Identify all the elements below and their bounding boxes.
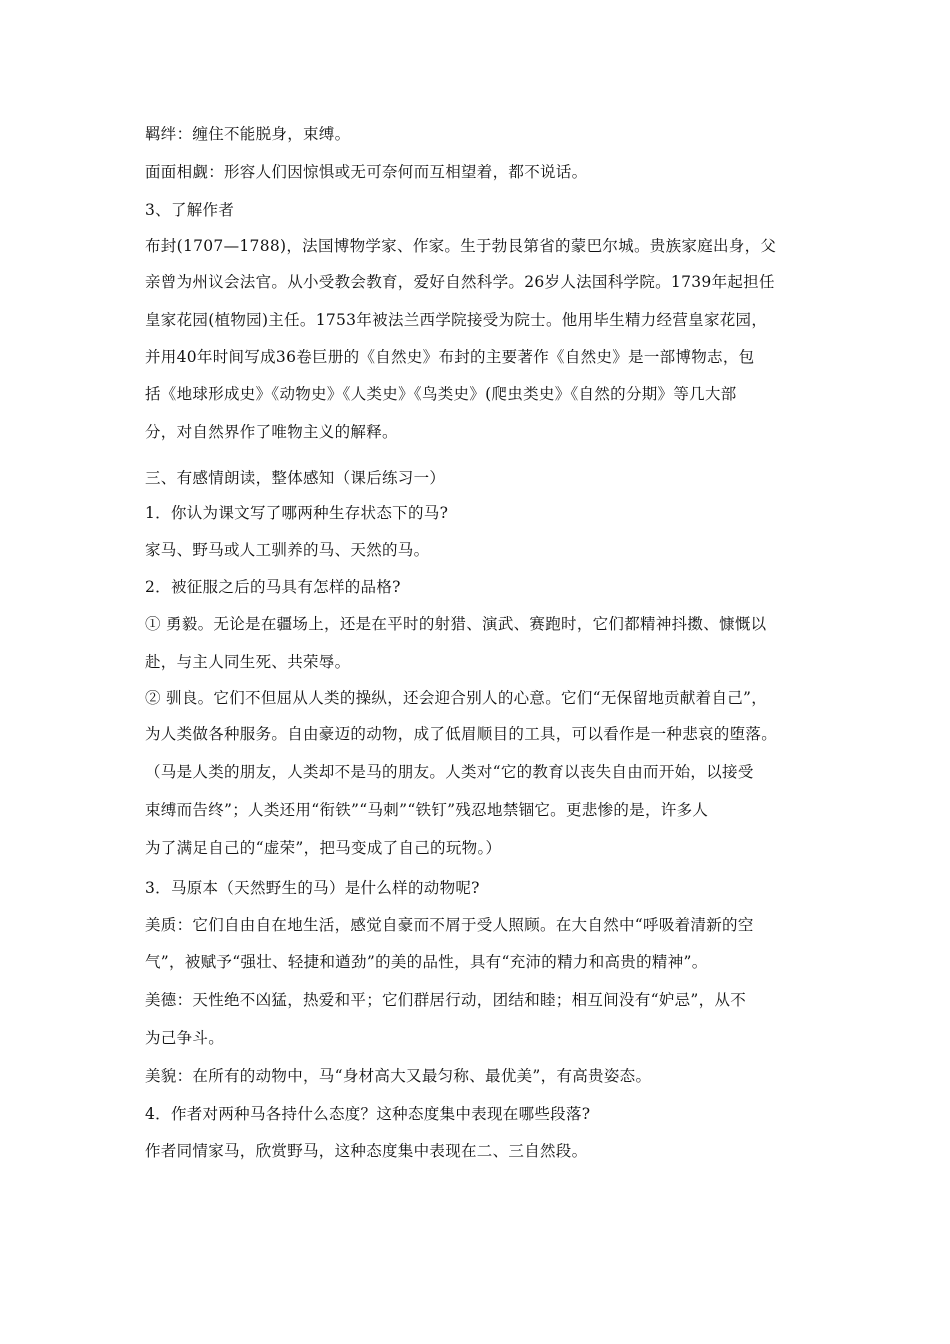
text-line: 并用40年时间写成36卷巨册的《自然史》布封的主要著作《自然史》是一部博物志，包: [145, 348, 755, 366]
text-line: 美貌：在所有的动物中，马“身材高大又最匀称、最优美”，有高贵姿态。: [145, 1067, 652, 1085]
text-line: 为了满足自己的“虚荣”，把马变成了自己的玩物。）: [145, 839, 502, 857]
text-line: 布封(1707—1788)，法国博物学家、作家。生于勃艮第省的蒙巴尔城。贵族家庭出身，父: [145, 237, 777, 255]
text-line: 亲曾为州议会法官。从小受教会教育，爱好自然科学。26岁人法国科学院。1739年起担任: [145, 273, 775, 291]
text-line: 美质：它们自由自在地生活，感觉自豪而不屑于受人照顾。在大自然中“呼吸着清新的空: [145, 916, 754, 934]
text-line: 气”，被赋予“强壮、轻捷和遒劲”的美的品性，具有“充沛的精力和高贵的精神”。: [145, 953, 708, 971]
text-line: 家马、野马或人工驯养的马、天然的马。: [145, 541, 430, 559]
text-line: 羁绊：缠住不能脱身，束缚。: [145, 125, 351, 143]
text-line: 皇家花园(植物园)主任。1753年被法兰西学院接受为院士。他用毕生精力经营皇家花园，: [145, 311, 768, 329]
text-line: 3．马原本（天然野生的马）是什么样的动物呢?: [145, 879, 480, 897]
text-line: （马是人类的朋友，人类却不是马的朋友。人类对“它的教育以丧失自由而开始，以接受: [145, 763, 754, 781]
text-line: ① 勇毅。无论是在疆场上，还是在平时的射猎、演武、赛跑时，它们都精神抖擞、慷慨以: [145, 615, 767, 633]
text-line: 分，对自然界作了唯物主义的解释。: [145, 423, 398, 441]
text-line: 面面相觑：形容人们因惊惧或无可奈何而互相望着，都不说话。: [145, 163, 588, 181]
text-line: 2．被征服之后的马具有怎样的品格?: [145, 578, 401, 596]
text-line: 为人类做各种服务。自由豪迈的动物，成了低眉顺目的工具，可以看作是一种悲哀的堕落。: [145, 725, 778, 743]
text-line: 美德：天性绝不凶猛，热爱和平；它们群居行动，团结和睦；相互间没有“妒忌”，从不: [145, 991, 747, 1009]
text-line: ② 驯良。它们不但屈从人类的操纵，还会迎合别人的心意。它们“无保留地贡献着自己”，: [145, 689, 768, 707]
text-line: 1．你认为课文写了哪两种生存状态下的马?: [145, 504, 449, 522]
text-line: 为己争斗。: [145, 1029, 225, 1047]
text-line: 括《地球形成史》《动物史》《人类史》《鸟类史》(爬虫类史》《自然的分期》等几大部: [145, 385, 737, 403]
text-line: 3、了解作者: [145, 201, 235, 219]
text-line: 束缚而告终”；人类还用“衔铁”“马刺”“铁钉”残忍地禁锢它。更悲惨的是，许多人: [145, 801, 709, 819]
text-line: 赴，与主人同生死、共荣辱。: [145, 653, 351, 671]
text-line: 作者同情家马，欣赏野马，这种态度集中表现在二、三自然段。: [145, 1142, 588, 1160]
text-line: 4．作者对两种马各持什么态度？这种态度集中表现在哪些段落?: [145, 1105, 591, 1123]
text-line: 三、有感情朗读，整体感知（课后练习一）: [145, 469, 446, 487]
